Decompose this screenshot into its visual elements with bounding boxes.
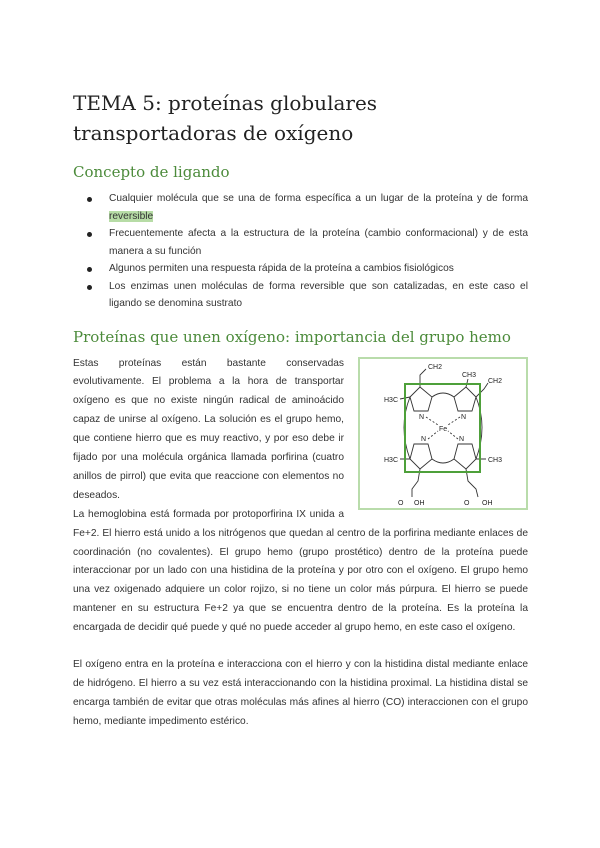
paragraph-1: Estas proteínas están bastante conservadas evolutivamente. El problema a la hora de transportar oxígeno es que no existe ningún radical de aminoácido capaz de unirse al oxígeno. La solución es el grupo hemo, que contiene hierro que es muy reactivo, y por eso debe ir fijado por una molécula orgánica llamada porfirina (cuatro anillos de pirrol) que evita que reaccione con elementos no deseados.	[73, 357, 344, 501]
section-heading-ligando: Concepto de ligando	[73, 163, 230, 181]
label-ch2: CH2	[428, 363, 443, 371]
label-ch2: CH2	[488, 377, 503, 385]
label-oh: OH	[414, 499, 425, 507]
paragraph-2b: covalentes). El grupo hemo (grupo prostético) dentro de la proteína puede interaccionar por un lado con una histidina de la proteína y por otro con el oxígeno. El grupo hemo una vez oxigenado adquiere un color rojizo, si no tiene un color más púrpura. El hierro se puede mantener en su estructura Fe+2 ya que se encuentra dentro de la proteína. Es la proteína la encargada de decidir qué puede y qué no puede acceder al grupo hemo, en este caso el oxígeno.	[73, 546, 528, 634]
paragraph-3: El oxígeno entra en la proteína e interacciona con el hierro y con la histidina distal mediante enlace de hidrógeno. El hierro a su vez está interaccionando con la histidina proximal. La histidina distal se encarga también de evitar que otras moléculas más afines al hierro (CO) interaccionen con el grupo hemo, mediante impedimento estérico.	[73, 659, 528, 727]
label-n: N	[461, 413, 467, 421]
section-heading-hemo: Proteínas que unen oxígeno: importancia del grupo hemo	[73, 327, 511, 346]
label-ch3: CH3	[462, 371, 477, 379]
ligand-bullet-list	[73, 190, 528, 313]
highlighted-word: reversible	[109, 210, 154, 222]
paragraph-2a: La hemoglobina está formada por protoporfirina IX unida a Fe+2. El hierro está unido a los nitrógenos que quedan al centro de la porfirina mediante enlaces de coordinación (no	[73, 508, 528, 558]
paragraph-2	[73, 506, 528, 638]
label-h3c: H3C	[384, 456, 399, 464]
label-n: N	[421, 435, 427, 443]
heme-group-figure	[358, 357, 528, 510]
list-item: Frecuentemente afecta a la estructura de la proteína (cambio conformacional) y de esta manera a su función	[109, 225, 528, 260]
list-item: Los enzimas unen moléculas de forma reversible que son catalizadas, en este caso el ligando se denomina sustrato	[109, 278, 528, 313]
label-o: O	[464, 499, 470, 507]
label-fe: Fe	[439, 425, 448, 433]
label-n: N	[459, 435, 465, 443]
label-n: N	[419, 413, 425, 421]
label-h3c: H3C	[384, 396, 399, 404]
label-ch3: CH3	[488, 456, 503, 464]
label-oh: OH	[482, 499, 493, 507]
bullet-text: Cualquier molécula que se una de forma específica a un lugar de la proteína y de forma	[109, 193, 528, 204]
label-o: O	[398, 499, 404, 507]
list-item: Algunos permiten una respuesta rápida de la proteína a cambios fisiológicos	[109, 260, 528, 278]
heme-structure-diagram	[360, 359, 526, 508]
page-title: TEMA 5: proteínas globulares transportadoras de oxígeno	[73, 91, 378, 145]
list-item	[109, 190, 528, 225]
